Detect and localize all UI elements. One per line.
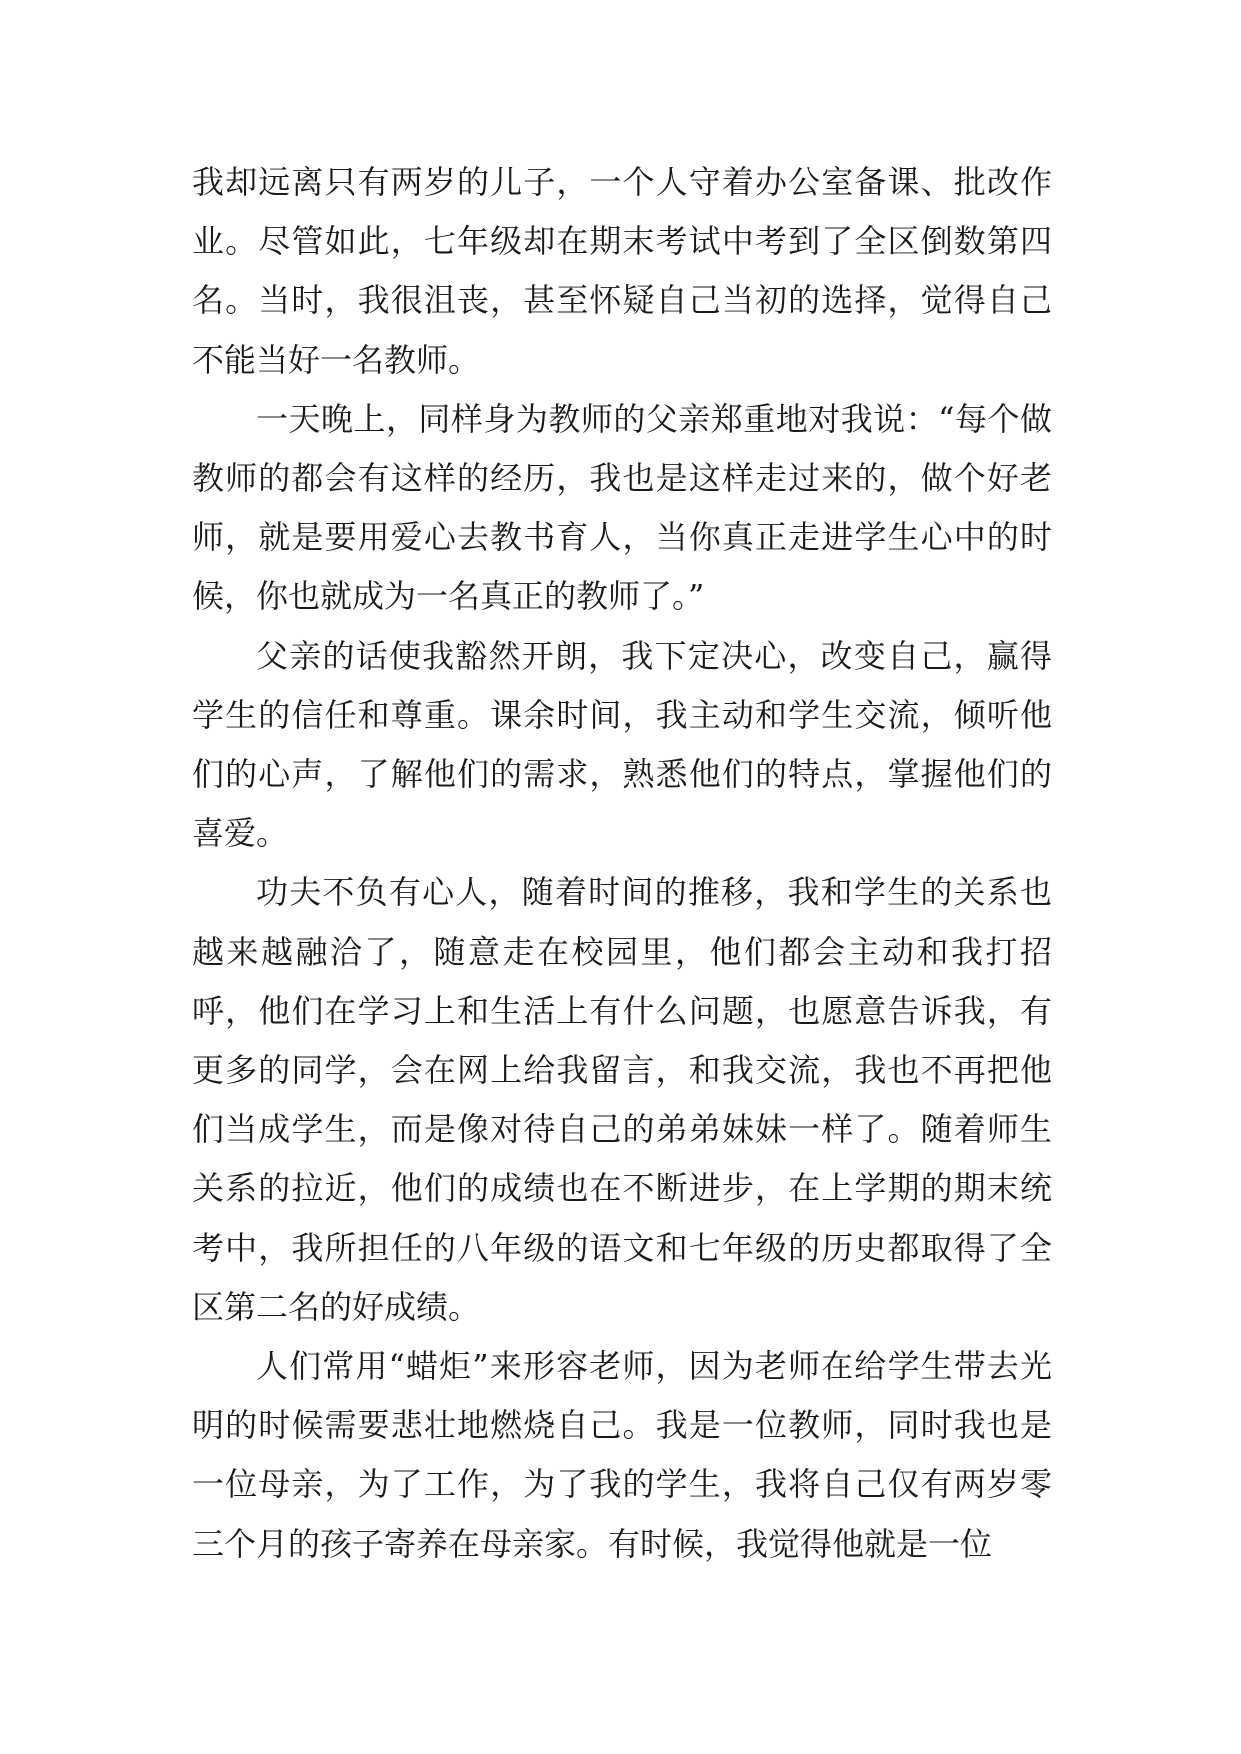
- paragraph-5: 人们常用“蜡炬”来形容老师，因为老师在给学生带去光明的时候需要悲壮地燃烧自己。我是一位教师，同时我也是一位母亲，为了工作，为了我的学生，我将自己仅有两岁零三个月的孩子寄养在母亲家。有时候，我觉得他就是一位: [192, 1347, 1052, 1563]
- paragraph-3: 父亲的话使我豁然开朗，我下定决心，改变自己，赢得学生的信任和尊重。课余时间，我主动和学生交流，倾听他们的心声，了解他们的需求，熟悉他们的特点，掌握他们的喜爱。: [192, 636, 1052, 853]
- paragraph-4: 功夫不负有心人，随着时间的推移，我和学生的关系也越来越融洽了，随意走在校园里，他们都会主动和我打招呼，他们在学习上和生活上有什么问题，也愿意告诉我，有更多的同学，会在网上给我留言，和我交流，我也不再把他们当成学生，而是像对待自己的弟弟妹妹一样了。随着师生关系的拉近，他们的成绩也在不断进步，在上学期的期末统考中，我所担任的八年级的语文和七年级的历史都取得了全区第二名的好成绩。: [192, 873, 1052, 1326]
- paragraph-1: 我却远离只有两岁的儿子，一个人守着办公室备课、批改作业。尽管如此，七年级却在期末考试中考到了全区倒数第四名。当时，我很沮丧，甚至怀疑自己当初的选择，觉得自己不能当好一名教师。: [192, 163, 1052, 379]
- paragraph-2: 一天晚上，同样身为教师的父亲郑重地对我说：“每个做教师的都会有这样的经历，我也是这样走过来的，做个好老师，就是要用爱心去教书育人，当你真正走进学生心中的时候，你也就成为一名真正的教师了。”: [192, 399, 1052, 616]
- body-text: [192, 153, 1052, 1574]
